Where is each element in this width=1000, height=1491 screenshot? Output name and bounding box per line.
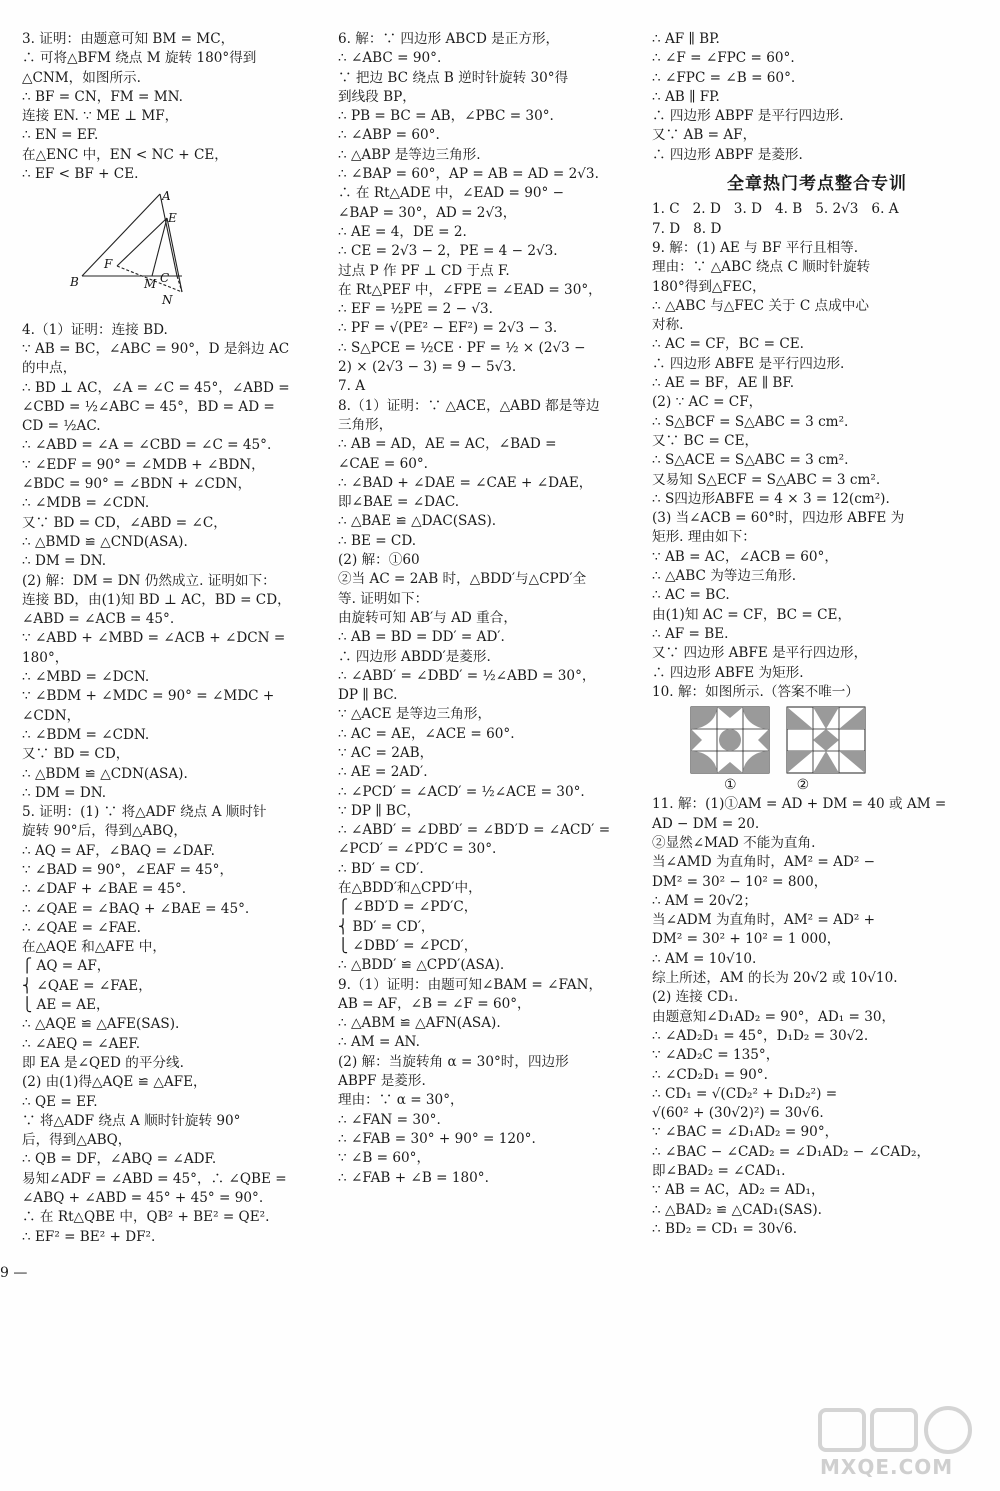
text-line: 由(1)知 AC = CF，BC = CE，: [652, 606, 852, 623]
text-line: ∴ △AQE ≌ △AFE(SAS).: [22, 1016, 180, 1033]
text-line: ∠ABD = ∠ACB = 45°.: [22, 611, 175, 628]
text-line: ∴ AM = AN.: [338, 1034, 420, 1051]
text-line: ∴ △ABC 与△FEC 关于 C 点成中心: [652, 297, 869, 314]
text-line: 1. C 2. D 3. D 4. B 5. 2√3 6. A: [652, 201, 899, 218]
text-line: 连接 EN. ∵ ME ⊥ MF，: [22, 108, 179, 125]
text-line: 在 Rt△PEF 中，∠FPE = ∠EAD = 30°，: [338, 281, 602, 298]
caption-1: ①: [724, 777, 737, 794]
text-line: ∴ AC = AE，∠ACE = 60°.: [338, 725, 515, 742]
text-line: 即 EA 是∠QED 的平分线.: [22, 1054, 184, 1071]
text-line: 在△ENC 中，EN < NC + CE，: [22, 146, 228, 163]
text-line: 到线段 BP，: [338, 88, 416, 105]
text-line: CD = ½AC.: [22, 418, 101, 435]
text-line: ∴ △BDD′ ≌ △CPD′(ASA).: [338, 957, 505, 974]
text-line: ∴ ∠FAB = 30° + 90° = 120°.: [338, 1130, 536, 1147]
text-line: ∴ 四边形 ABDD′是菱形.: [338, 648, 491, 665]
text-line: 2) × (2√3 − 3) = 9 − 5√3.: [338, 359, 517, 376]
text-line: ∴ EF² = BE² + DF².: [22, 1228, 156, 1245]
label-e: E: [168, 211, 177, 226]
text-line: ∠CAE = 60°.: [338, 455, 428, 472]
text-line: 在△BDD′和△CPD′中，: [338, 880, 482, 897]
text-line: ⎩ ∠DBD′ = ∠PCD′，: [338, 937, 478, 954]
text-line: 10. 解：如图所示.（答案不唯一）: [652, 683, 859, 700]
text-line: 连接 BD，由(1)知 BD ⊥ AC，BD = CD，: [22, 591, 291, 608]
text-line: ∠CBD = ½∠ABC = 45°，BD = AD =: [22, 398, 275, 415]
text-line: ∴ S△BCF = S△ABC = 3 cm².: [652, 413, 849, 430]
watermark-text: MXQE.COM: [820, 1455, 954, 1479]
pattern-figure-1: [690, 706, 770, 774]
text-line: ∴ ∠ABD = ∠A = ∠CBD = ∠C = 45°.: [22, 437, 272, 454]
text-line: 又∵ 四边形 ABFE 是平行四边形，: [652, 645, 868, 662]
text-line: ∴ 四边形 ABFE 为矩形.: [652, 664, 804, 681]
text-line: 即∠BAD₂ = ∠CAD₁.: [652, 1163, 786, 1180]
text-line: ∵ ∠BDM + ∠MDC = 90° = ∠MDC +: [22, 688, 275, 705]
text-line: ∴ ∠BAD + ∠DAE = ∠CAE + ∠DAE，: [338, 474, 593, 491]
text-line: ∴ AC = BC.: [652, 587, 730, 604]
label-c: C: [160, 271, 170, 286]
text-line: 7. A: [338, 378, 366, 395]
text-line: AD − DM = 20.: [652, 815, 760, 832]
text-line: 8.（1）证明：∵ △ACE，△ABD 都是等边: [338, 397, 600, 414]
text-line: √(60² + (30√2)²) = 30√6.: [652, 1105, 824, 1122]
text-line: ∴ 四边形 ABPF 是平行四边形.: [652, 108, 844, 125]
text-line: ∴ BD₂ = CD₁ = 30√6.: [652, 1220, 798, 1237]
text-line: ∴ 四边形 ABPF 是菱形.: [652, 146, 803, 163]
text-line: ∵ ∠B = 60°，: [338, 1150, 431, 1167]
text-line: ∴ BE = CD.: [338, 532, 417, 549]
problem-11-text: [652, 795, 982, 1239]
text-line: ∴ EF < BF + CE.: [22, 166, 139, 183]
text-line: 三角形，: [338, 416, 393, 433]
text-line: 5. 证明：(1) ∵ 将△ADF 绕点 A 顺时针: [22, 804, 267, 821]
text-line: (2) 解：当旋转角 α = 30°时，四边形: [338, 1053, 569, 1070]
text-line: ∴ ∠QAE = ∠BAQ + ∠BAE = 45°.: [22, 900, 250, 917]
section-title: 全章热门考点整合专训: [727, 174, 907, 195]
text-line: 等. 证明如下：: [338, 590, 429, 607]
text-line: ∴ DM = DN.: [22, 784, 107, 801]
pattern-captions: [724, 776, 982, 795]
text-line: ∴ ∠AEQ = ∠AEF.: [22, 1035, 141, 1052]
text-line: 的中点，: [22, 360, 77, 377]
text-line: ∴ AF ∥ BP.: [652, 31, 720, 47]
text-line: ∵ ∠EDF = 90° = ∠MDB + ∠BDN，: [22, 456, 265, 473]
text-line: 即∠BAE = ∠DAC.: [338, 494, 460, 511]
problems-6-9-text: [338, 30, 638, 1188]
caption-2: ②: [796, 777, 810, 794]
text-line: ②显然∠MAD 不能为直角.: [652, 834, 816, 851]
text-line: ∴ ∠F = ∠FPC = 60°.: [652, 50, 795, 67]
text-line: 理由：∵ α = 30°，: [338, 1092, 464, 1109]
text-line: ABPF 是菱形.: [338, 1073, 426, 1090]
text-line: ∴ PF = √(PE² − EF²) = 2√3 − 3.: [338, 320, 558, 337]
page-number: 9 —: [0, 1265, 28, 1281]
text-line: 又∵ BC = CE，: [652, 432, 759, 449]
text-line: ∴ BD′ = CD′.: [338, 860, 424, 877]
text-line: 又易知 S△ECF = S△ABC = 3 cm².: [652, 471, 881, 488]
text-line: ∴ AE = 4，DE = 2.: [338, 223, 467, 240]
text-line: 旋转 90°后，得到△ABQ，: [22, 823, 187, 840]
text-line: ∴ 可将△BFM 绕点 M 旋转 180°得到: [22, 50, 257, 67]
text-line: ∴ ∠PCD′ = ∠ACD′ = ½∠ACE = 30°.: [338, 783, 585, 800]
segment-ba: [82, 194, 160, 276]
text-line: ∴ ∠AD₂D₁ = 45°，D₁D₂ = 30√2.: [652, 1027, 869, 1044]
text-line: ⎧ AQ = AF，: [22, 958, 111, 975]
text-line: ∴ ∠ABC = 90°.: [338, 50, 442, 67]
answer-column-left: [22, 30, 317, 1247]
text-line: ∵ AB = AC，∠ACB = 60°，: [652, 548, 838, 565]
text-line: ∴ S△ACE = S△ABC = 3 cm².: [652, 452, 849, 469]
text-line: 4.（1）证明：连接 BD.: [22, 321, 168, 338]
text-line: ⎨ BD′ = CD′，: [338, 918, 435, 935]
text-line: ∠ABQ + ∠ABD = 45° + 45° = 90°.: [22, 1190, 264, 1207]
text-line: ∴ PB = BC = AB，∠PBC = 30°.: [338, 108, 554, 125]
text-line: 6. 解：∵ 四边形 ABCD 是正方形，: [338, 31, 560, 47]
text-line: ∵ ∠AD₂C = 135°，: [652, 1047, 780, 1064]
text-line: ∠BAP = 30°，AD = 2√3，: [338, 204, 517, 221]
segment-fe: [117, 218, 167, 266]
text-line: ∴ ∠BAC − ∠CAD₂ = ∠D₁AD₂ − ∠CAD₂，: [652, 1143, 931, 1160]
text-line: ∴ AB ∥ FP.: [652, 88, 720, 105]
text-line: ∴ AC = CF，BC = CE.: [652, 336, 804, 353]
text-line: ∵ AB = AC，AD₂ = AD₁，: [652, 1182, 825, 1199]
text-line: (2) 连接 CD₁.: [652, 989, 739, 1006]
text-line: ∴ QB = DF，∠ABQ = ∠ADF.: [22, 1151, 217, 1168]
text-line: ∴ △ABC 为等边三角形.: [652, 568, 797, 585]
text-line: ∴ ∠ABD′ = ∠DBD′ = ½∠ABD = 30°，: [338, 667, 596, 684]
label-m: M: [144, 277, 157, 292]
text-line: ∴ CD₁ = √(CD₂² + D₁D₂²) =: [652, 1085, 838, 1102]
text-line: 易知∠ADF = ∠ABD = 45°，∴ ∠QBE =: [22, 1170, 287, 1187]
text-line: ∴ BD ⊥ AC，∠A = ∠C = 45°，∠ABD =: [22, 379, 290, 396]
text-line: (2) 解：①60: [338, 552, 420, 569]
text-line: ∵ 将△ADF 绕点 A 顺时针旋转 90°: [22, 1112, 241, 1129]
text-line: ∴ ∠BDM = ∠CDN.: [22, 726, 150, 743]
problems-4-5-text: [22, 321, 317, 1247]
text-line: ∴ EF = ½PE = 2 − √3.: [338, 301, 493, 318]
segment-em: [152, 218, 167, 276]
text-line: 7. D 8. D: [652, 220, 722, 237]
text-line: ∵ ∠BAC = ∠D₁AD₂ = 90°，: [652, 1124, 839, 1141]
segment-en: [167, 218, 182, 292]
text-line: ∴ ∠BAP = 60°，AP = AB = AD = 2√3.: [338, 166, 599, 183]
answer-column-right: [652, 30, 982, 1239]
text-line: ∴ ∠FPC = ∠B = 60°.: [652, 69, 796, 86]
text-line: ∴ ∠ABP = 60°.: [338, 127, 440, 144]
text-line: ∴ AB = BD = DD′ = AD′.: [338, 629, 505, 646]
label-b: B: [70, 275, 79, 290]
text-line: 综上所述，AM 的长为 20√2 或 10√10.: [652, 970, 898, 987]
text-line: ∴ △ABM ≌ △AFN(ASA).: [338, 1015, 501, 1032]
text-line: ∴ EN = EF.: [22, 127, 99, 144]
problem-9-continued-text: [652, 30, 982, 165]
text-line: ∴ ∠QAE = ∠FAE.: [22, 919, 141, 936]
text-line: ∠PCD′ = ∠PD′C = 30°.: [338, 841, 497, 858]
text-line: ⎧ ∠BD′D = ∠PD′C，: [338, 899, 478, 916]
text-line: 又∵ AB = AF，: [652, 127, 757, 144]
text-line: ∴ △ABP 是等边三角形.: [338, 146, 481, 163]
problem-3-text: [22, 30, 317, 184]
text-line: 当∠ADM 为直角时，AM² = AD² +: [652, 912, 876, 929]
text-line: ∠BDC = 90° = ∠BDN + ∠CDN，: [22, 476, 252, 493]
label-a: A: [162, 189, 171, 204]
label-f: F: [104, 257, 113, 272]
text-line: ∵ DP ∥ BC，: [338, 802, 421, 819]
text-line: ∴ AF = BE.: [652, 625, 729, 642]
text-line: ∴ S四边形ABFE = 4 × 3 = 12(cm²).: [652, 490, 890, 507]
text-line: (2) 解：DM = DN 仍然成立. 证明如下：: [22, 572, 276, 589]
text-line: 又∵ BD = CD，: [22, 746, 130, 763]
text-line: ∴ △BAD₂ ≌ △CAD₁(SAS).: [652, 1201, 823, 1218]
text-line: ∴ ∠ABD′ = ∠DBD′ = ∠BD′D = ∠ACD′ =: [338, 822, 611, 839]
text-line: 在△AQE 和△AFE 中，: [22, 939, 166, 956]
text-line: 9. 解：(1) AE 与 BF 平行且相等.: [652, 239, 859, 256]
text-line: 理由：∵ △ABC 绕点 C 顺时针旋转: [652, 259, 871, 276]
text-line: ∴ AE = 2AD′.: [338, 764, 428, 781]
text-line: 矩形. 理由如下：: [652, 529, 756, 546]
text-line: 180°，: [22, 649, 69, 666]
text-line: ∴ QE = EF.: [22, 1093, 98, 1110]
text-line: (3) 当∠ACB = 60°时，四边形 ABFE 为: [652, 510, 905, 527]
text-line: 3. 证明：由题意可知 BM = MC，: [22, 31, 235, 47]
text-line: ∴ 在 Rt△QBE 中，QB² + BE² = QE².: [22, 1209, 270, 1226]
text-line: 当∠AMD 为直角时，AM² = AD² −: [652, 854, 876, 871]
text-line: 对称.: [652, 317, 684, 334]
review-answers-text: [652, 200, 982, 702]
text-line: 11. 解：(1)①AM = AD + DM = 40 或 AM =: [652, 796, 947, 813]
text-line: △CNM，如图所示.: [22, 69, 141, 86]
text-line: ∴ S△PCE = ½CE · PF = ½ × (2√3 −: [338, 339, 586, 356]
text-line: ∴ AB = AD，AE = AC，∠BAD =: [338, 436, 557, 453]
text-line: ∴ ∠MBD = ∠DCN.: [22, 669, 150, 686]
text-line: ∵ ∠BAD = 90°，∠EAF = 45°，: [22, 861, 234, 878]
text-line: ∵ ∠ABD + ∠MBD = ∠ACB + ∠DCN =: [22, 630, 286, 647]
text-line: ∴ ∠CD₂D₁ = 90°.: [652, 1066, 768, 1083]
text-line: ∴ 在 Rt△ADE 中，∠EAD = 90° −: [338, 185, 564, 202]
text-line: 由旋转可知 AB′与 AD 重合，: [338, 609, 517, 626]
label-n: N: [162, 293, 173, 308]
text-line: 又∵ BD = CD，∠ABD = ∠C，: [22, 514, 227, 531]
text-line: ∵ AB = BC，∠ABC = 90°，D 是斜边 AC: [22, 340, 290, 357]
answer-column-middle: [338, 30, 638, 1188]
text-line: AB = AF，∠B = ∠F = 60°，: [338, 995, 531, 1012]
text-line: ∴ 四边形 ABFE 是平行四边形.: [652, 355, 845, 372]
text-line: 后，得到△ABQ，: [22, 1132, 132, 1149]
text-line: DM² = 30² − 10² = 800，: [652, 873, 828, 890]
text-line: ⎨ ∠QAE = ∠FAE，: [22, 977, 152, 994]
text-line: ⎩ AE = AE，: [22, 997, 110, 1014]
geometry-figure-problem-3: [22, 188, 317, 314]
text-line: ∴ AM = 20√2；: [652, 892, 757, 909]
text-line: 9.（1）证明：由题可知∠BAM = ∠FAN，: [338, 976, 603, 993]
text-line: ∵ 把边 BC 绕点 B 逆时针旋转 30°得: [338, 69, 569, 86]
pattern-figure-2: [786, 706, 866, 774]
text-line: ∴ △BDM ≌ △CDN(ASA).: [22, 765, 188, 782]
text-line: ∴ △BAE ≌ △DAC(SAS).: [338, 513, 497, 530]
text-line: 过点 P 作 PF ⊥ CD 于点 F.: [338, 262, 510, 279]
text-line: ②当 AC = 2AB 时，△BDD′与△CPD′全: [338, 571, 587, 588]
text-line: 由题意知∠D₁AD₂ = 90°，AD₁ = 30，: [652, 1008, 896, 1025]
text-line: DP ∥ BC.: [338, 687, 398, 704]
text-line: ∴ ∠FAB + ∠B = 180°.: [338, 1169, 489, 1186]
text-line: ∠CDN，: [22, 707, 81, 724]
text-line: ∴ BF = CN，FM = MN.: [22, 88, 183, 105]
text-line: ∴ AM = 10√10.: [652, 950, 757, 967]
text-line: ∴ AQ = AF，∠BAQ = ∠DAF.: [22, 842, 215, 859]
text-line: (2) 由(1)得△AQE ≌ △AFE，: [22, 1074, 207, 1091]
text-line: ∴ ∠FAN = 30°.: [338, 1111, 441, 1128]
text-line: ∴ ∠MDB = ∠CDN.: [22, 495, 150, 512]
text-line: ∵ AC = 2AB，: [338, 744, 434, 761]
text-line: ∴ DM = DN.: [22, 553, 107, 570]
text-line: 180°得到△FEC，: [652, 278, 766, 295]
text-line: ∴ ∠DAF + ∠BAE = 45°.: [22, 881, 187, 898]
text-line: ∴ AE = BF，AE ∥ BF.: [652, 375, 795, 392]
text-line: ∵ △ACE 是等边三角形，: [338, 706, 492, 723]
text-line: DM² = 30² + 10² = 1 000，: [652, 931, 841, 948]
text-line: (2) ∵ AC = CF，: [652, 394, 763, 411]
pattern-figures: [690, 706, 982, 774]
text-line: ∴ CE = 2√3 − 2，PE = 4 − 2√3.: [338, 243, 558, 260]
text-line: ∴ △BMD ≌ △CND(ASA).: [22, 533, 188, 550]
